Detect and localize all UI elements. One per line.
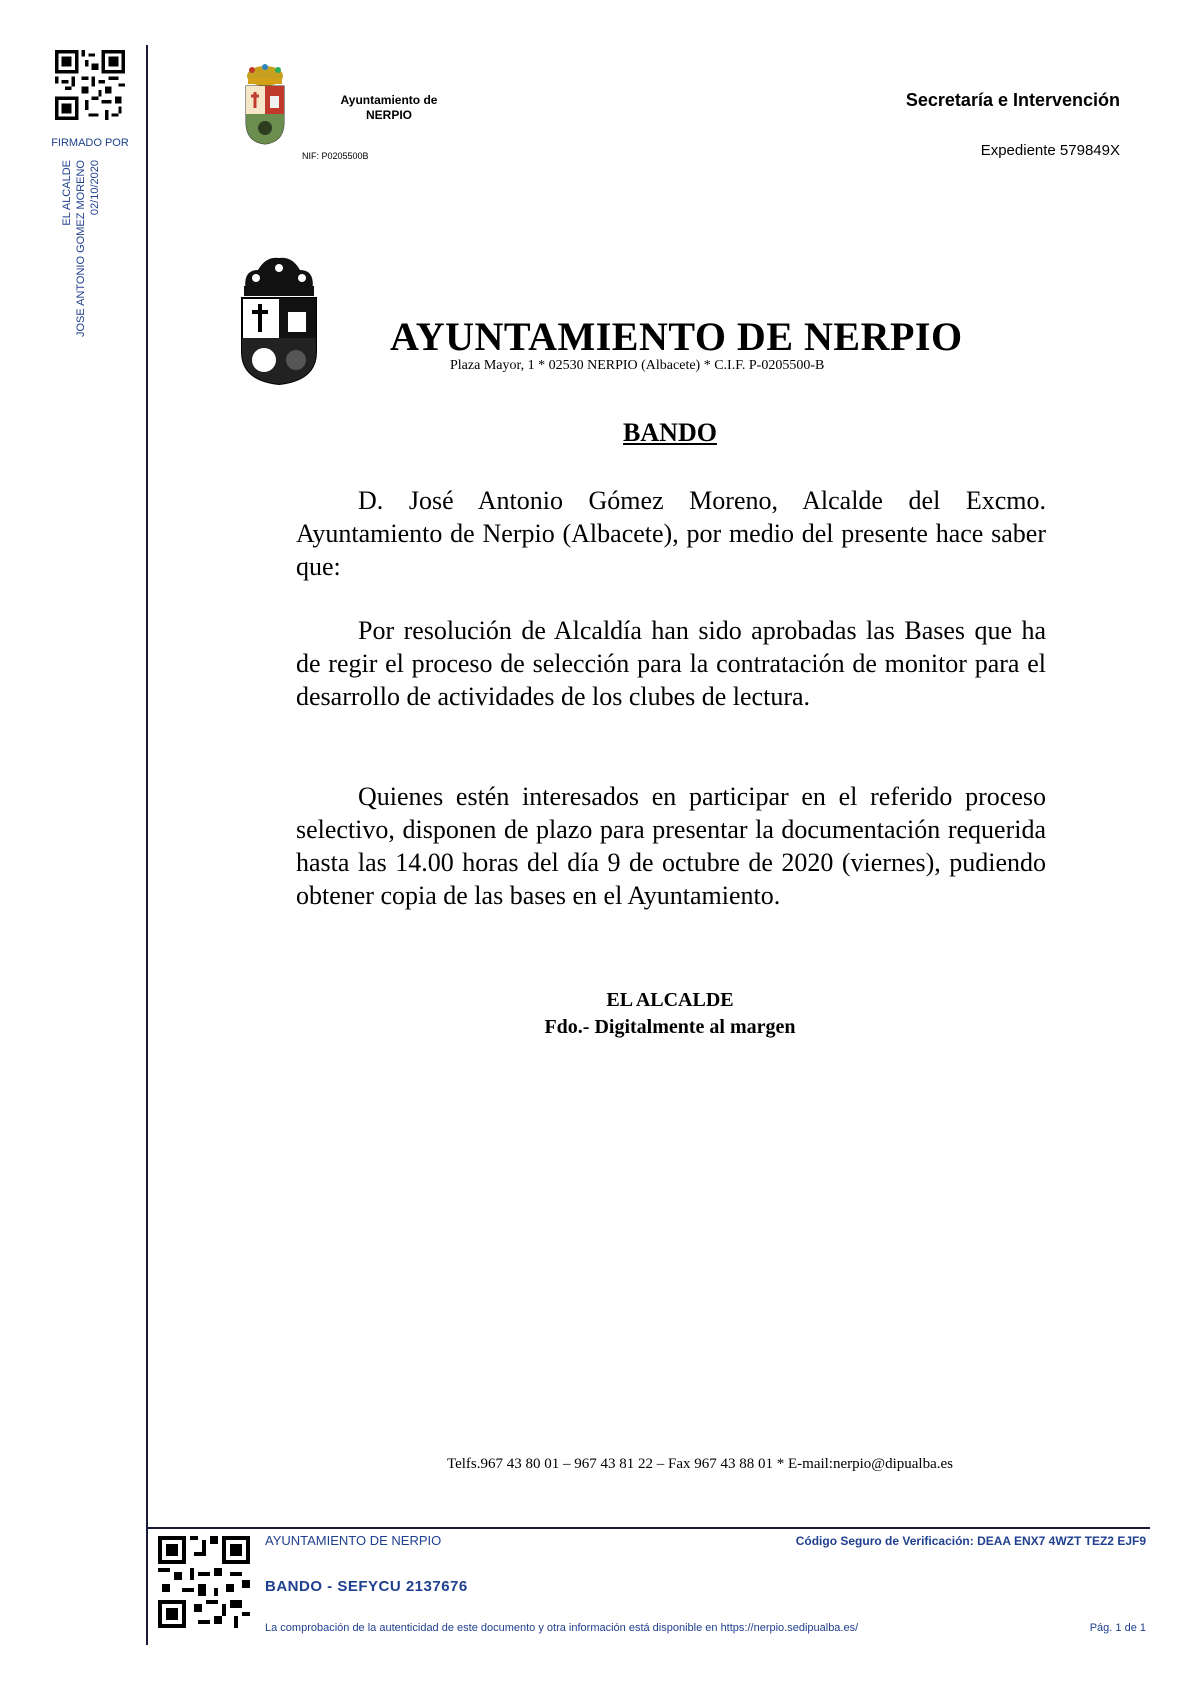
letterhead-title: AYUNTAMIENTO DE NERPIO	[390, 314, 963, 359]
document-heading: BANDO	[623, 418, 717, 447]
footer-page-number: Pág. 1 de 1	[1089, 1622, 1146, 1634]
paragraph-3: Quienes estén interesados en participar en el referido proceso selectivo, disponen de plazo para presentar la documentación requerida hasta las 14.00 horas del día 9 de octubre de 2020 (viernes), pudiendo obtener copia de las bases en el Ayuntamiento.	[296, 782, 1046, 910]
bottom-qr-code-icon	[158, 1536, 250, 1628]
letterhead-address: Plaza Mayor, 1 * 02530 NERPIO (Albacete) * C.I.F. P-0205500-B	[450, 358, 825, 373]
header-file-number: Expediente 579849X	[980, 142, 1120, 159]
signer-name: JOSE ANTONIO GOMEZ MORENO	[75, 160, 87, 338]
signer-role: EL ALCALDE	[61, 160, 73, 226]
small-coat-of-arms-icon	[242, 62, 288, 146]
header-entity-name: Ayuntamiento de NERPIO	[340, 93, 438, 122]
paragraph-1: D. José Antonio Gómez Moreno, Alcalde del Excmo. Ayuntamiento de Nerpio (Albacete), por medio del presente hace saber que:	[296, 486, 1046, 581]
footer-entity: AYUNTAMIENTO DE NERPIO	[265, 1533, 442, 1548]
header-nif: NIF: P0205500B	[302, 151, 369, 161]
signed-date: 02/10/2020	[89, 160, 101, 216]
margin-divider	[146, 45, 148, 1645]
signature-title: EL ALCALDE	[606, 989, 734, 1011]
footer-verification-note: La comprobación de la autenticidad de este documento y otra información está disponible en https://nerpio.sedipualba.es/	[265, 1622, 859, 1634]
footer-verification-code: Código Seguro de Verificación: DEAA ENX7 4WZT TEZ2 EJF9	[795, 1534, 1146, 1548]
contact-line: Telfs.967 43 80 01 – 967 43 81 22 – Fax 967 43 88 01 * E-mail:nerpio@dipualba.es	[446, 1456, 954, 1472]
paragraph-2: Por resolución de Alcaldía han sido aprobadas las Bases que ha de regir el proceso de selección para la contratación de monitor para el desarrollo de actividades de los clubes de lectura.	[296, 616, 1046, 711]
signed-by-label: FIRMADO POR	[51, 137, 129, 149]
signature-block	[450, 987, 890, 1041]
signature-block-vertical	[60, 160, 170, 340]
signature-note: Fdo.- Digitalmente al margen	[544, 1016, 796, 1038]
footer-divider	[148, 1527, 1150, 1529]
top-qr-code-icon	[55, 50, 125, 120]
header-department: Secretaría e Intervención	[905, 90, 1120, 110]
footer-document-reference: BANDO - SEFYCU 2137676	[265, 1578, 468, 1595]
large-coat-of-arms-icon	[236, 256, 322, 386]
